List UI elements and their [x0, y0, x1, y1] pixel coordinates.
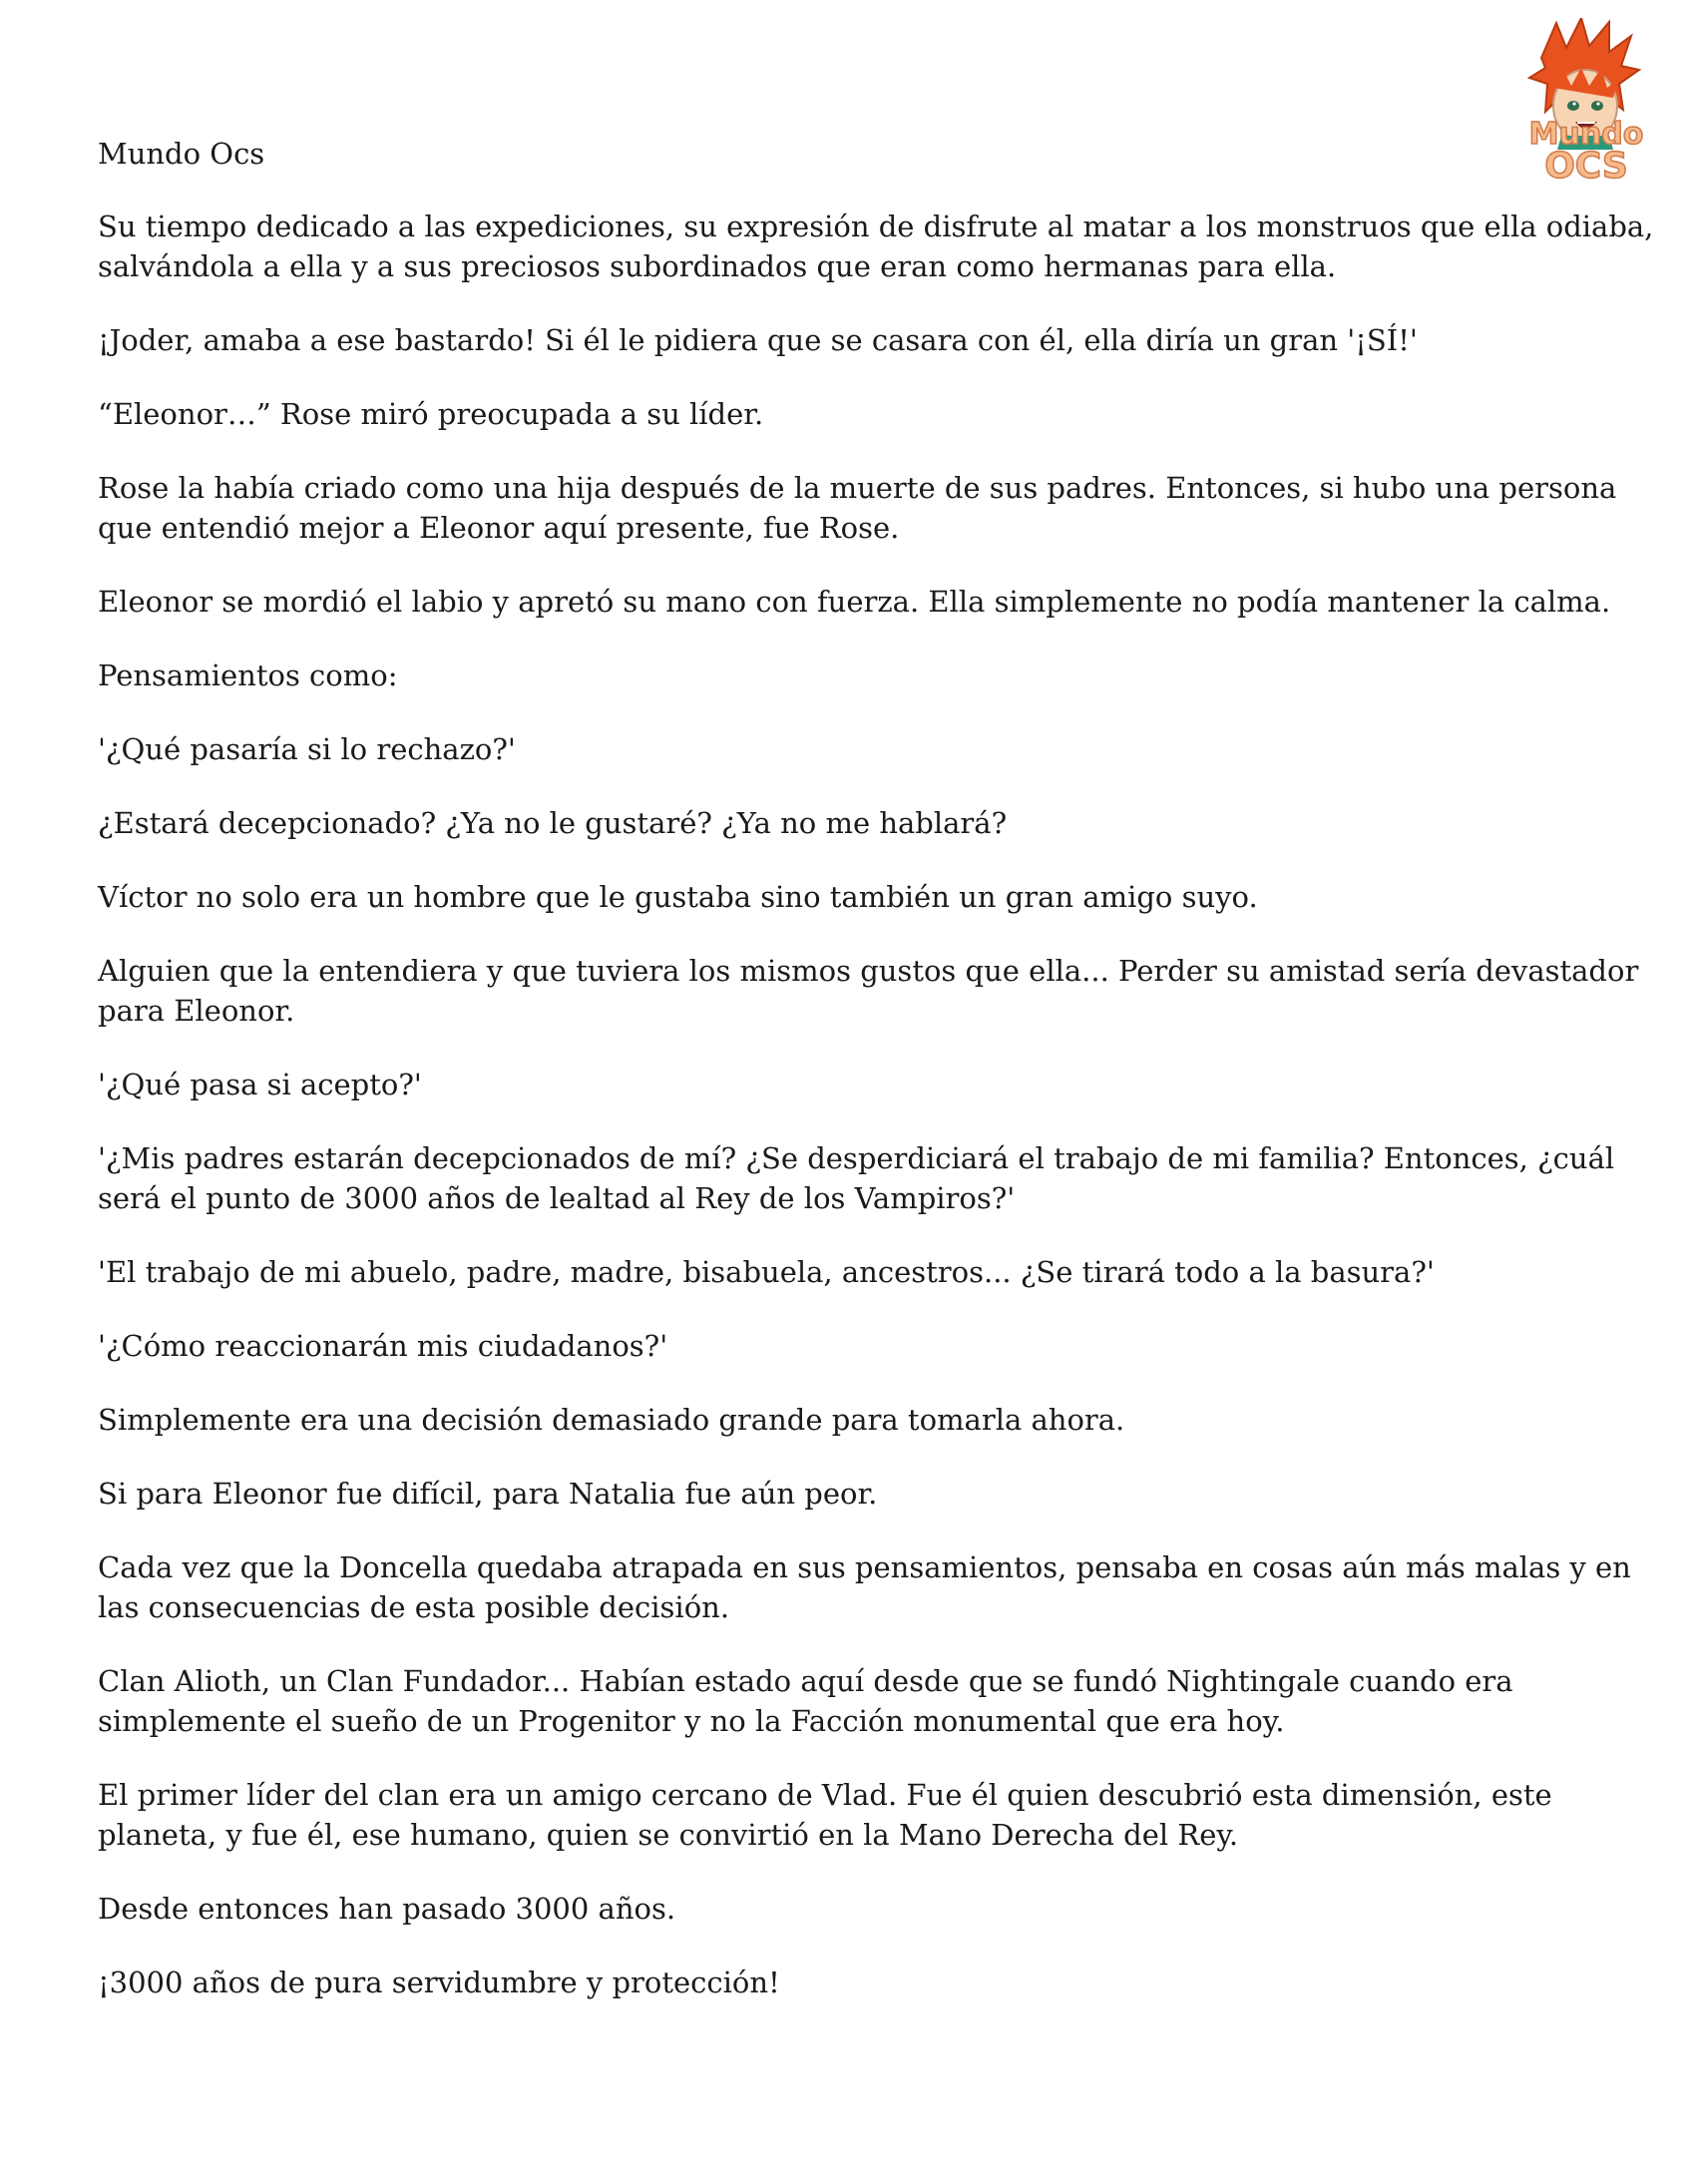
paragraph: Simplemente era una decisión demasiado grande para tomarla ahora. — [98, 1403, 1125, 1437]
paragraph: Su tiempo dedicado a las expediciones, su expresión de disfrute al matar a los monstruos que ella odiaba, salvándola a ella y a sus preciosos subordinados que eran como hermanas para ella. — [98, 210, 1654, 283]
paragraph: 'El trabajo de mi abuelo, padre, madre, bisabuela, ancestros... ¿Se tirará todo a la basura?' — [98, 1255, 1435, 1289]
document-header-title: Mundo Ocs — [98, 137, 265, 171]
paragraph: '¿Mis padres estarán decepcionados de mí? ¿Se desperdiciará el trabajo de mi familia? Entonces, ¿cuál será el punto de 3000 años de lealtad al Rey de los Vampiros?' — [98, 1141, 1615, 1215]
document-body — [98, 207, 1654, 2036]
paragraph: Víctor no solo era un hombre que le gustaba sino también un gran amigo suyo. — [98, 880, 1258, 914]
paragraph: ¿Estará decepcionado? ¿Ya no le gustaré? ¿Ya no me hablará? — [98, 806, 1008, 840]
paragraph: El primer líder del clan era un amigo cercano de Vlad. Fue él quien descubrió esta dimensión, este planeta, y fue él, ese humano, quien se convirtió en la Mano Derecha del Rey. — [98, 1778, 1552, 1852]
paragraph: ¡3000 años de pura servidumbre y protección! — [98, 1966, 780, 1999]
paragraph: '¿Qué pasaría si lo rechazo?' — [98, 732, 516, 766]
paragraph: '¿Cómo reaccionarán mis ciudadanos?' — [98, 1329, 668, 1363]
mundo-ocs-mascot-icon — [1501, 18, 1671, 188]
paragraph: Desde entonces han pasado 3000 años. — [98, 1892, 676, 1926]
paragraph: Rose la había criado como una hija después de la muerte de sus padres. Entonces, si hubo una persona que entendió mejor a Eleonor aquí presente, fue Rose. — [98, 471, 1617, 545]
svg-text:OCS: OCS — [1544, 146, 1628, 187]
paragraph: Cada vez que la Doncella quedaba atrapada en sus pensamientos, pensaba en cosas aún más malas y en las consecuencias de esta posible decisión. — [98, 1550, 1631, 1624]
svg-text:Mundo: Mundo — [1528, 117, 1644, 152]
paragraph: Clan Alioth, un Clan Fundador... Habían estado aquí desde que se fundó Nightingale cuando era simplemente el sueño de un Progenitor y no la Facción monumental que era hoy. — [98, 1664, 1513, 1738]
paragraph: “Eleonor…” Rose miró preocupada a su líder. — [98, 397, 764, 431]
paragraph: ¡Joder, amaba a ese bastardo! Si él le pidiera que se casara con él, ella diría un gran '¡SÍ!' — [98, 323, 1418, 357]
paragraph: Eleonor se mordió el labio y apretó su mano con fuerza. Ella simplemente no podía mantener la calma. — [98, 585, 1611, 619]
paragraph: Pensamientos como: — [98, 658, 398, 692]
paragraph: Alguien que la entendiera y que tuviera los mismos gustos que ella... Perder su amistad sería devastador para Eleonor. — [98, 954, 1639, 1028]
mundo-ocs-logo — [1501, 18, 1671, 188]
paragraph: Si para Eleonor fue difícil, para Natalia fue aún peor. — [98, 1477, 878, 1511]
paragraph: '¿Qué pasa si acepto?' — [98, 1068, 422, 1101]
